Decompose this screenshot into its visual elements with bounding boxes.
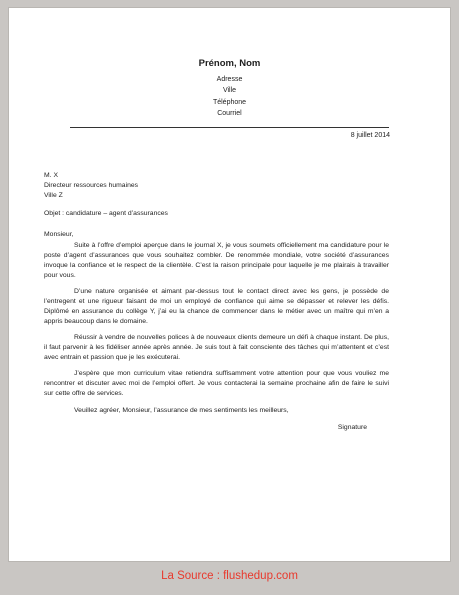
sender-phone: Téléphone [212,98,247,106]
letter-date: 8 juillet 2014 [350,132,390,139]
source-caption: La Source : flushedup.com [161,570,298,582]
letter-paragraph: Suite à l’offre d’emploi aperçue dans le journal X, je vous soumets officiellement ma candidature pour le poste d’agent d’assurances que vous souhaitez combler. De renommée mondiale, votre société d’assurances invoque la confiance et le respect de la clientèle. C’est la raison principale pour laquelle je me plairais à travailler pour vous. [44,242,389,279]
sender-city: Ville [222,87,237,95]
recipient-title: Directeur ressources humaines [44,182,139,189]
letter-paragraph: J’espère que mon curriculum vitae retiendra suffisamment votre attention pour que vous vouliez me rencontrer et discuter avec moi de l’emploi offert. Je vous contacterai la semaine prochaine afin de faire le suivi sur cette offre de services. [44,370,389,397]
sender-name: Prénom, Nom [198,58,261,69]
sender-email: Courriel [217,109,242,117]
letter-closing: Veuillez agréer, Monsieur, l’assurance de mes sentiments les meilleurs, [74,407,289,414]
letter-paragraph: Réussir à vendre de nouvelles polices à de nouveaux clients demeure un défi à chaque instant. De plus, il faut parvenir à les fidéliser année après année. Je suis tout à fait consciente des tâches qui m’attentent et c’est avec entrain et passion que je les exécuterai. [44,334,389,361]
sender-address: Adresse [216,76,243,83]
letter-page [8,7,451,562]
recipient-block [44,171,389,201]
header-divider [70,127,389,128]
letter-body [44,171,389,433]
letter-salutation: Monsieur, [44,231,74,238]
recipient-city: Ville Z [44,192,63,199]
sender-header [9,58,450,119]
recipient-name: M. X [44,172,58,179]
letter-subject: Objet : candidature – agent d’assurances [44,210,168,217]
letter-signature: Signature [337,424,367,431]
letter-paragraph: D’une nature organisée et aimant par-dessus tout le contact direct avec les gens, je possède de l’entregent et une rigueur faisant de moi un employé de confiance qui aime se dépasser et relever les défis. Diplômé en assurance du collège Y, j’ai eu la chance de commencer dans le métier avec un maître qui m’en a appris beaucoup dans le domaine. [44,288,389,325]
